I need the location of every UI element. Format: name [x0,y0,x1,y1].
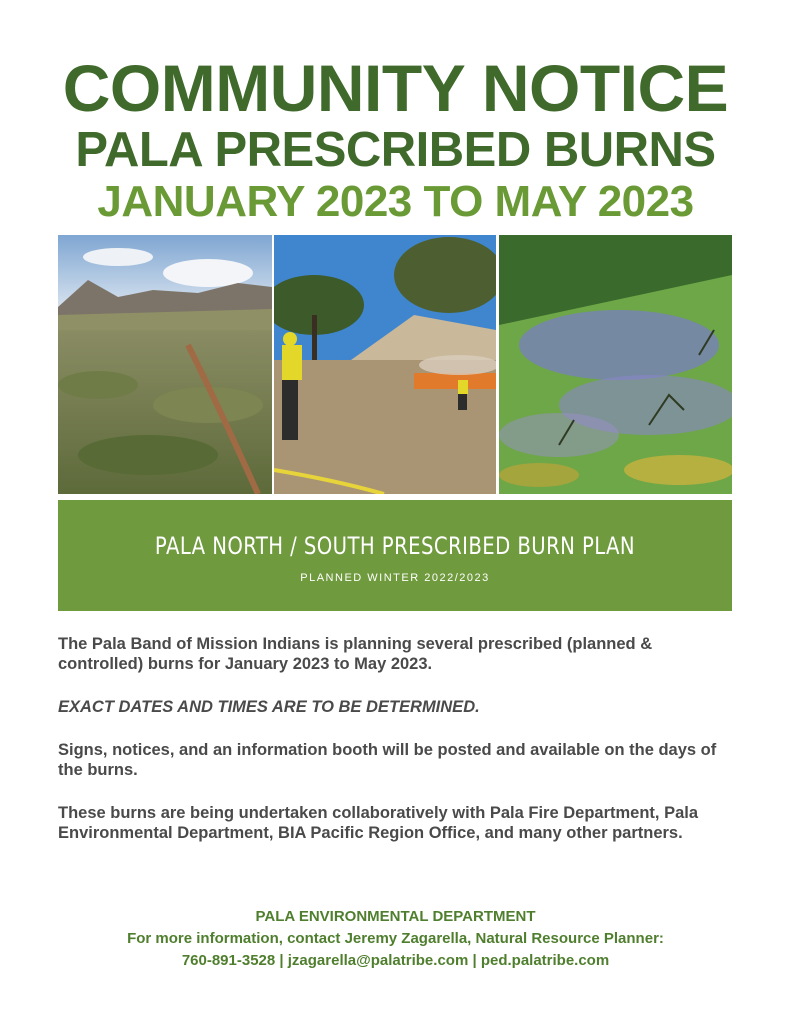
banner-subtitle: PLANNED WINTER 2022/2023 [300,572,490,584]
footer-contact: For more information, contact Jeremy Zagarella, Natural Resource Planner: [127,930,664,947]
desert-landscape-photo [58,235,272,494]
headline-date-range: JANUARY 2023 TO MAY 2023 [97,177,694,226]
dates-tbd-paragraph: EXACT DATES AND TIMES ARE TO BE DETERMINED. [58,698,480,716]
signs-paragraph: Signs, notices, and an information booth will be posted and available on the days of the burns. [58,741,717,779]
headline-pala-prescribed-burns: PALA PRESCRIBED BURNS [75,123,716,177]
burn-plan-banner [58,500,732,611]
firefighters-burning-photo [274,235,496,494]
headline-community-notice: COMMUNITY NOTICE [62,51,729,125]
partners-paragraph: These burns are being undertaken collaboratively with Pala Fire Department, Pala Environmental Department, BIA Pacific Region Office, and many other partners. [58,804,699,842]
intro-paragraph: The Pala Band of Mission Indians is planning several prescribed (planned & controlled) burns for January 2023 to May 2023. [58,635,653,673]
banner-title: PALA NORTH / SOUTH PRESCRIBED BURN PLAN [154,532,636,560]
footer-details: 760-891-3528 | jzagarella@palatribe.com | ped.palatribe.com [181,952,610,969]
footer-department: PALA ENVIRONMENTAL DEPARTMENT [255,908,536,925]
photo-strip [58,235,732,494]
wildflower-hillside-photo [499,235,732,494]
